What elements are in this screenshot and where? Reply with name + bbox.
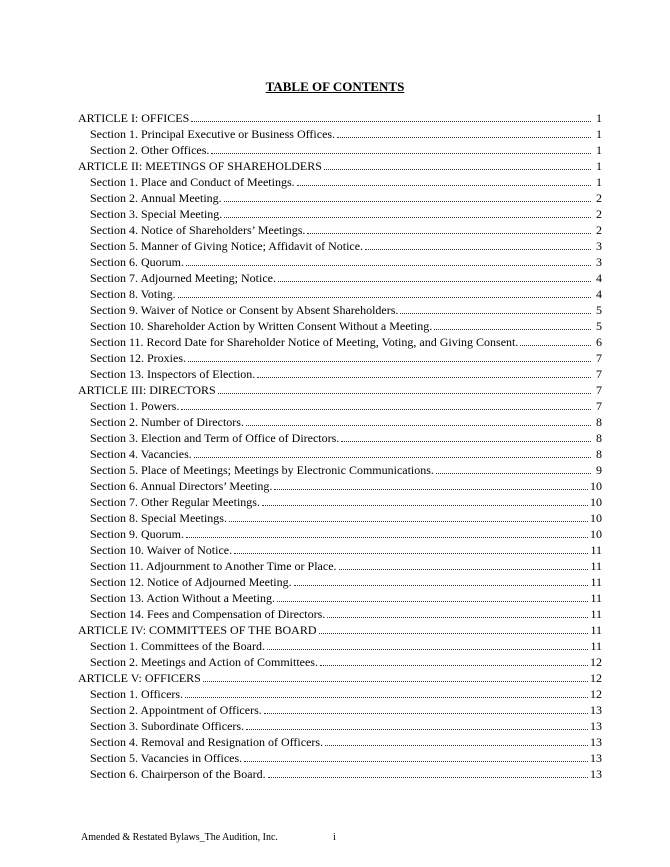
toc-entry-label: Section 13. Inspectors of Election.: [90, 367, 256, 381]
toc-entry-label: Section 5. Place of Meetings; Meetings by Electronic Communications.: [90, 463, 434, 477]
toc-entry-label: ARTICLE II: MEETINGS OF SHAREHOLDERS: [78, 159, 322, 173]
toc-dot-leader: [365, 249, 591, 250]
toc-section-entry[interactable]: [78, 334, 602, 350]
toc-article-entry[interactable]: [78, 670, 602, 686]
toc-entry-label: Section 2. Number of Directors.: [90, 415, 244, 429]
toc-entry-label: ARTICLE IV: COMMITTEES OF THE BOARD: [78, 623, 317, 637]
toc-entry-label: Section 8. Special Meetings.: [90, 511, 227, 525]
toc-dot-leader: [267, 649, 588, 650]
toc-entry-page: 10: [590, 511, 602, 525]
toc-section-entry[interactable]: [78, 638, 602, 654]
toc-section-entry[interactable]: [78, 558, 602, 574]
toc-entry-page: 7: [596, 399, 602, 413]
toc-entry-page: 5: [596, 303, 602, 317]
toc-entry-label: Section 9. Quorum.: [90, 527, 184, 541]
toc-section-entry[interactable]: [78, 190, 602, 206]
toc-dot-leader: [194, 457, 591, 458]
toc-list: [78, 110, 602, 782]
toc-entry-page: 4: [596, 287, 602, 301]
toc-section-entry[interactable]: [78, 414, 602, 430]
toc-entry-label: Section 10. Waiver of Notice.: [90, 543, 233, 557]
toc-dot-leader: [186, 537, 588, 538]
toc-dot-leader: [246, 729, 588, 730]
toc-entry-page: 8: [596, 431, 602, 445]
toc-entry-page: 10: [590, 479, 602, 493]
toc-dot-leader: [257, 377, 591, 378]
toc-entry-page: 3: [596, 255, 602, 269]
toc-entry-label: Section 1. Principal Executive or Business Offices.: [90, 127, 336, 141]
toc-entry-label: Section 6. Chairperson of the Board.: [90, 767, 266, 781]
toc-entry-label: Section 4. Notice of Shareholders’ Meetings.: [90, 223, 306, 237]
toc-article-entry[interactable]: [78, 622, 602, 638]
toc-dot-leader: [203, 681, 588, 682]
toc-entry-page: 1: [596, 127, 602, 141]
toc-dot-leader: [244, 761, 588, 762]
toc-entry-label: Section 2. Annual Meeting.: [90, 191, 222, 205]
toc-dot-leader: [268, 777, 588, 778]
toc-entry-page: 13: [590, 751, 602, 765]
toc-section-entry[interactable]: [78, 750, 602, 766]
toc-dot-leader: [246, 425, 591, 426]
toc-entry-label: Section 3. Special Meeting.: [90, 207, 223, 221]
toc-section-entry[interactable]: [78, 286, 602, 302]
toc-dot-leader: [178, 297, 591, 298]
toc-entry-page: 8: [596, 415, 602, 429]
toc-section-entry[interactable]: [78, 126, 602, 142]
toc-section-entry[interactable]: [78, 302, 602, 318]
toc-section-entry[interactable]: [78, 574, 602, 590]
toc-dot-leader: [224, 217, 591, 218]
toc-dot-leader: [294, 585, 589, 586]
toc-entry-label: Section 12. Proxies.: [90, 351, 186, 365]
toc-entry-label: Section 13. Action Without a Meeting.: [90, 591, 275, 605]
toc-entry-label: Section 7. Other Regular Meetings.: [90, 495, 260, 509]
toc-entry-page: 11: [590, 591, 602, 605]
toc-entry-page: 8: [596, 447, 602, 461]
toc-section-entry[interactable]: [78, 478, 602, 494]
toc-dot-leader: [307, 233, 591, 234]
toc-section-entry[interactable]: [78, 366, 602, 382]
footer-text: Amended & Restated Bylaws_The Audition, Inc.: [81, 832, 278, 843]
toc-section-entry[interactable]: [78, 430, 602, 446]
toc-entry-label: Section 6. Quorum.: [90, 255, 184, 269]
toc-entry-page: 13: [590, 735, 602, 749]
toc-entry-label: Section 1. Place and Conduct of Meetings.: [90, 175, 295, 189]
toc-section-entry[interactable]: [78, 142, 602, 158]
toc-dot-leader: [319, 633, 589, 634]
toc-entry-page: 1: [596, 143, 602, 157]
toc-dot-leader: [211, 153, 591, 154]
toc-dot-leader: [400, 313, 591, 314]
toc-entry-label: ARTICLE I: OFFICES: [78, 111, 190, 125]
toc-entry-page: 13: [590, 767, 602, 781]
toc-dot-leader: [278, 281, 591, 282]
toc-dot-leader: [181, 409, 591, 410]
toc-section-entry[interactable]: [78, 174, 602, 190]
toc-entry-page: 1: [596, 111, 602, 125]
toc-entry-page: 12: [590, 687, 602, 701]
toc-entry-label: Section 6. Annual Directors’ Meeting.: [90, 479, 273, 493]
toc-dot-leader: [274, 489, 588, 490]
toc-entry-page: 2: [596, 207, 602, 221]
toc-entry-label: Section 10. Shareholder Action by Written Consent Without a Meeting.: [90, 319, 433, 333]
toc-article-entry[interactable]: [78, 382, 602, 398]
toc-entry-page: 13: [590, 719, 602, 733]
toc-dot-leader: [224, 201, 591, 202]
toc-entry-label: Section 2. Appointment of Officers.: [90, 703, 262, 717]
toc-section-entry[interactable]: [78, 222, 602, 238]
toc-entry-page: 1: [596, 159, 602, 173]
toc-entry-page: 11: [590, 639, 602, 653]
toc-entry-label: Section 5. Vacancies in Offices.: [90, 751, 243, 765]
toc-dot-leader: [262, 505, 588, 506]
toc-article-entry[interactable]: [78, 158, 602, 174]
toc-entry-label: Section 8. Voting.: [90, 287, 176, 301]
toc-entry-page: 13: [590, 703, 602, 717]
toc-entry-page: 6: [596, 335, 602, 349]
toc-title: TABLE OF CONTENTS: [265, 79, 405, 94]
toc-dot-leader: [327, 617, 588, 618]
toc-dot-leader: [320, 665, 588, 666]
toc-section-entry[interactable]: [78, 766, 602, 782]
toc-section-entry[interactable]: [78, 590, 602, 606]
toc-entry-page: 11: [590, 623, 602, 637]
toc-section-entry[interactable]: [78, 718, 602, 734]
toc-dot-leader: [520, 345, 591, 346]
toc-entry-label: Section 7. Adjourned Meeting; Notice.: [90, 271, 276, 285]
toc-section-entry[interactable]: [78, 510, 602, 526]
toc-dot-leader: [339, 569, 589, 570]
toc-section-entry[interactable]: [78, 462, 602, 478]
toc-section-entry[interactable]: [78, 318, 602, 334]
toc-entry-label: Section 2. Other Offices.: [90, 143, 210, 157]
toc-section-entry[interactable]: [78, 238, 602, 254]
toc-dot-leader: [337, 137, 591, 138]
toc-entry-label: Section 11. Adjournment to Another Time or Place.: [90, 559, 337, 573]
toc-entry-label: Section 3. Election and Term of Office of Directors.: [90, 431, 340, 445]
toc-dot-leader: [325, 745, 588, 746]
toc-entry-page: 1: [596, 175, 602, 189]
toc-dot-leader: [191, 121, 591, 122]
toc-dot-leader: [185, 697, 588, 698]
toc-dot-leader: [297, 185, 591, 186]
toc-entry-label: Section 14. Fees and Compensation of Directors.: [90, 607, 326, 621]
toc-entry-label: Section 3. Subordinate Officers.: [90, 719, 245, 733]
toc-entry-page: 4: [596, 271, 602, 285]
toc-entry-page: 11: [590, 575, 602, 589]
toc-section-entry[interactable]: [78, 686, 602, 702]
toc-entry-page: 10: [590, 495, 602, 509]
toc-dot-leader: [218, 393, 591, 394]
toc-entry-page: 3: [596, 239, 602, 253]
toc-entry-page: 7: [596, 383, 602, 397]
toc-entry-page: 11: [590, 543, 602, 557]
toc-dot-leader: [188, 361, 591, 362]
toc-entry-label: Section 9. Waiver of Notice or Consent by Absent Shareholders.: [90, 303, 399, 317]
toc-entry-page: 5: [596, 319, 602, 333]
toc-dot-leader: [234, 553, 588, 554]
toc-entry-page: 10: [590, 527, 602, 541]
toc-entry-label: Section 4. Vacancies.: [90, 447, 192, 461]
toc-entry-label: Section 5. Manner of Giving Notice; Affidavit of Notice.: [90, 239, 364, 253]
toc-section-entry[interactable]: [78, 206, 602, 222]
toc-entry-label: Section 1. Committees of the Board.: [90, 639, 265, 653]
toc-section-entry[interactable]: [78, 350, 602, 366]
toc-section-entry[interactable]: [78, 494, 602, 510]
toc-entry-label: ARTICLE III: DIRECTORS: [78, 383, 216, 397]
toc-dot-leader: [436, 473, 591, 474]
toc-entry-label: Section 1. Powers.: [90, 399, 180, 413]
toc-section-entry[interactable]: [78, 654, 602, 670]
toc-section-entry[interactable]: [78, 702, 602, 718]
toc-entry-label: Section 1. Officers.: [90, 687, 184, 701]
toc-dot-leader: [264, 713, 588, 714]
toc-entry-page: 7: [596, 351, 602, 365]
toc-dot-leader: [434, 329, 591, 330]
toc-dot-leader: [229, 521, 588, 522]
toc-entry-page: 12: [590, 671, 602, 685]
toc-section-entry[interactable]: [78, 270, 602, 286]
toc-entry-label: Section 2. Meetings and Action of Committees.: [90, 655, 318, 669]
toc-entry-label: Section 12. Notice of Adjourned Meeting.: [90, 575, 292, 589]
toc-section-entry[interactable]: [78, 542, 602, 558]
toc-section-entry[interactable]: [78, 446, 602, 462]
toc-section-entry[interactable]: [78, 606, 602, 622]
footer-page-number: i: [333, 832, 336, 843]
toc-dot-leader: [341, 441, 591, 442]
toc-entry-label: ARTICLE V: OFFICERS: [78, 671, 201, 685]
toc-entry-page: 11: [590, 607, 602, 621]
toc-entry-page: 2: [596, 223, 602, 237]
toc-dot-leader: [324, 169, 591, 170]
toc-entry-label: Section 11. Record Date for Shareholder Notice of Meeting, Voting, and Giving Consent.: [90, 335, 519, 349]
toc-article-entry[interactable]: [78, 110, 602, 126]
toc-entry-page: 7: [596, 367, 602, 381]
toc-dot-leader: [277, 601, 588, 602]
toc-section-entry[interactable]: [78, 254, 602, 270]
toc-entry-page: 9: [596, 463, 602, 477]
toc-entry-label: Section 4. Removal and Resignation of Officers.: [90, 735, 324, 749]
toc-entry-page: 11: [590, 559, 602, 573]
toc-entry-page: 2: [596, 191, 602, 205]
toc-section-entry[interactable]: [78, 526, 602, 542]
toc-section-entry[interactable]: [78, 398, 602, 414]
toc-dot-leader: [186, 265, 591, 266]
toc-entry-page: 12: [590, 655, 602, 669]
toc-section-entry[interactable]: [78, 734, 602, 750]
